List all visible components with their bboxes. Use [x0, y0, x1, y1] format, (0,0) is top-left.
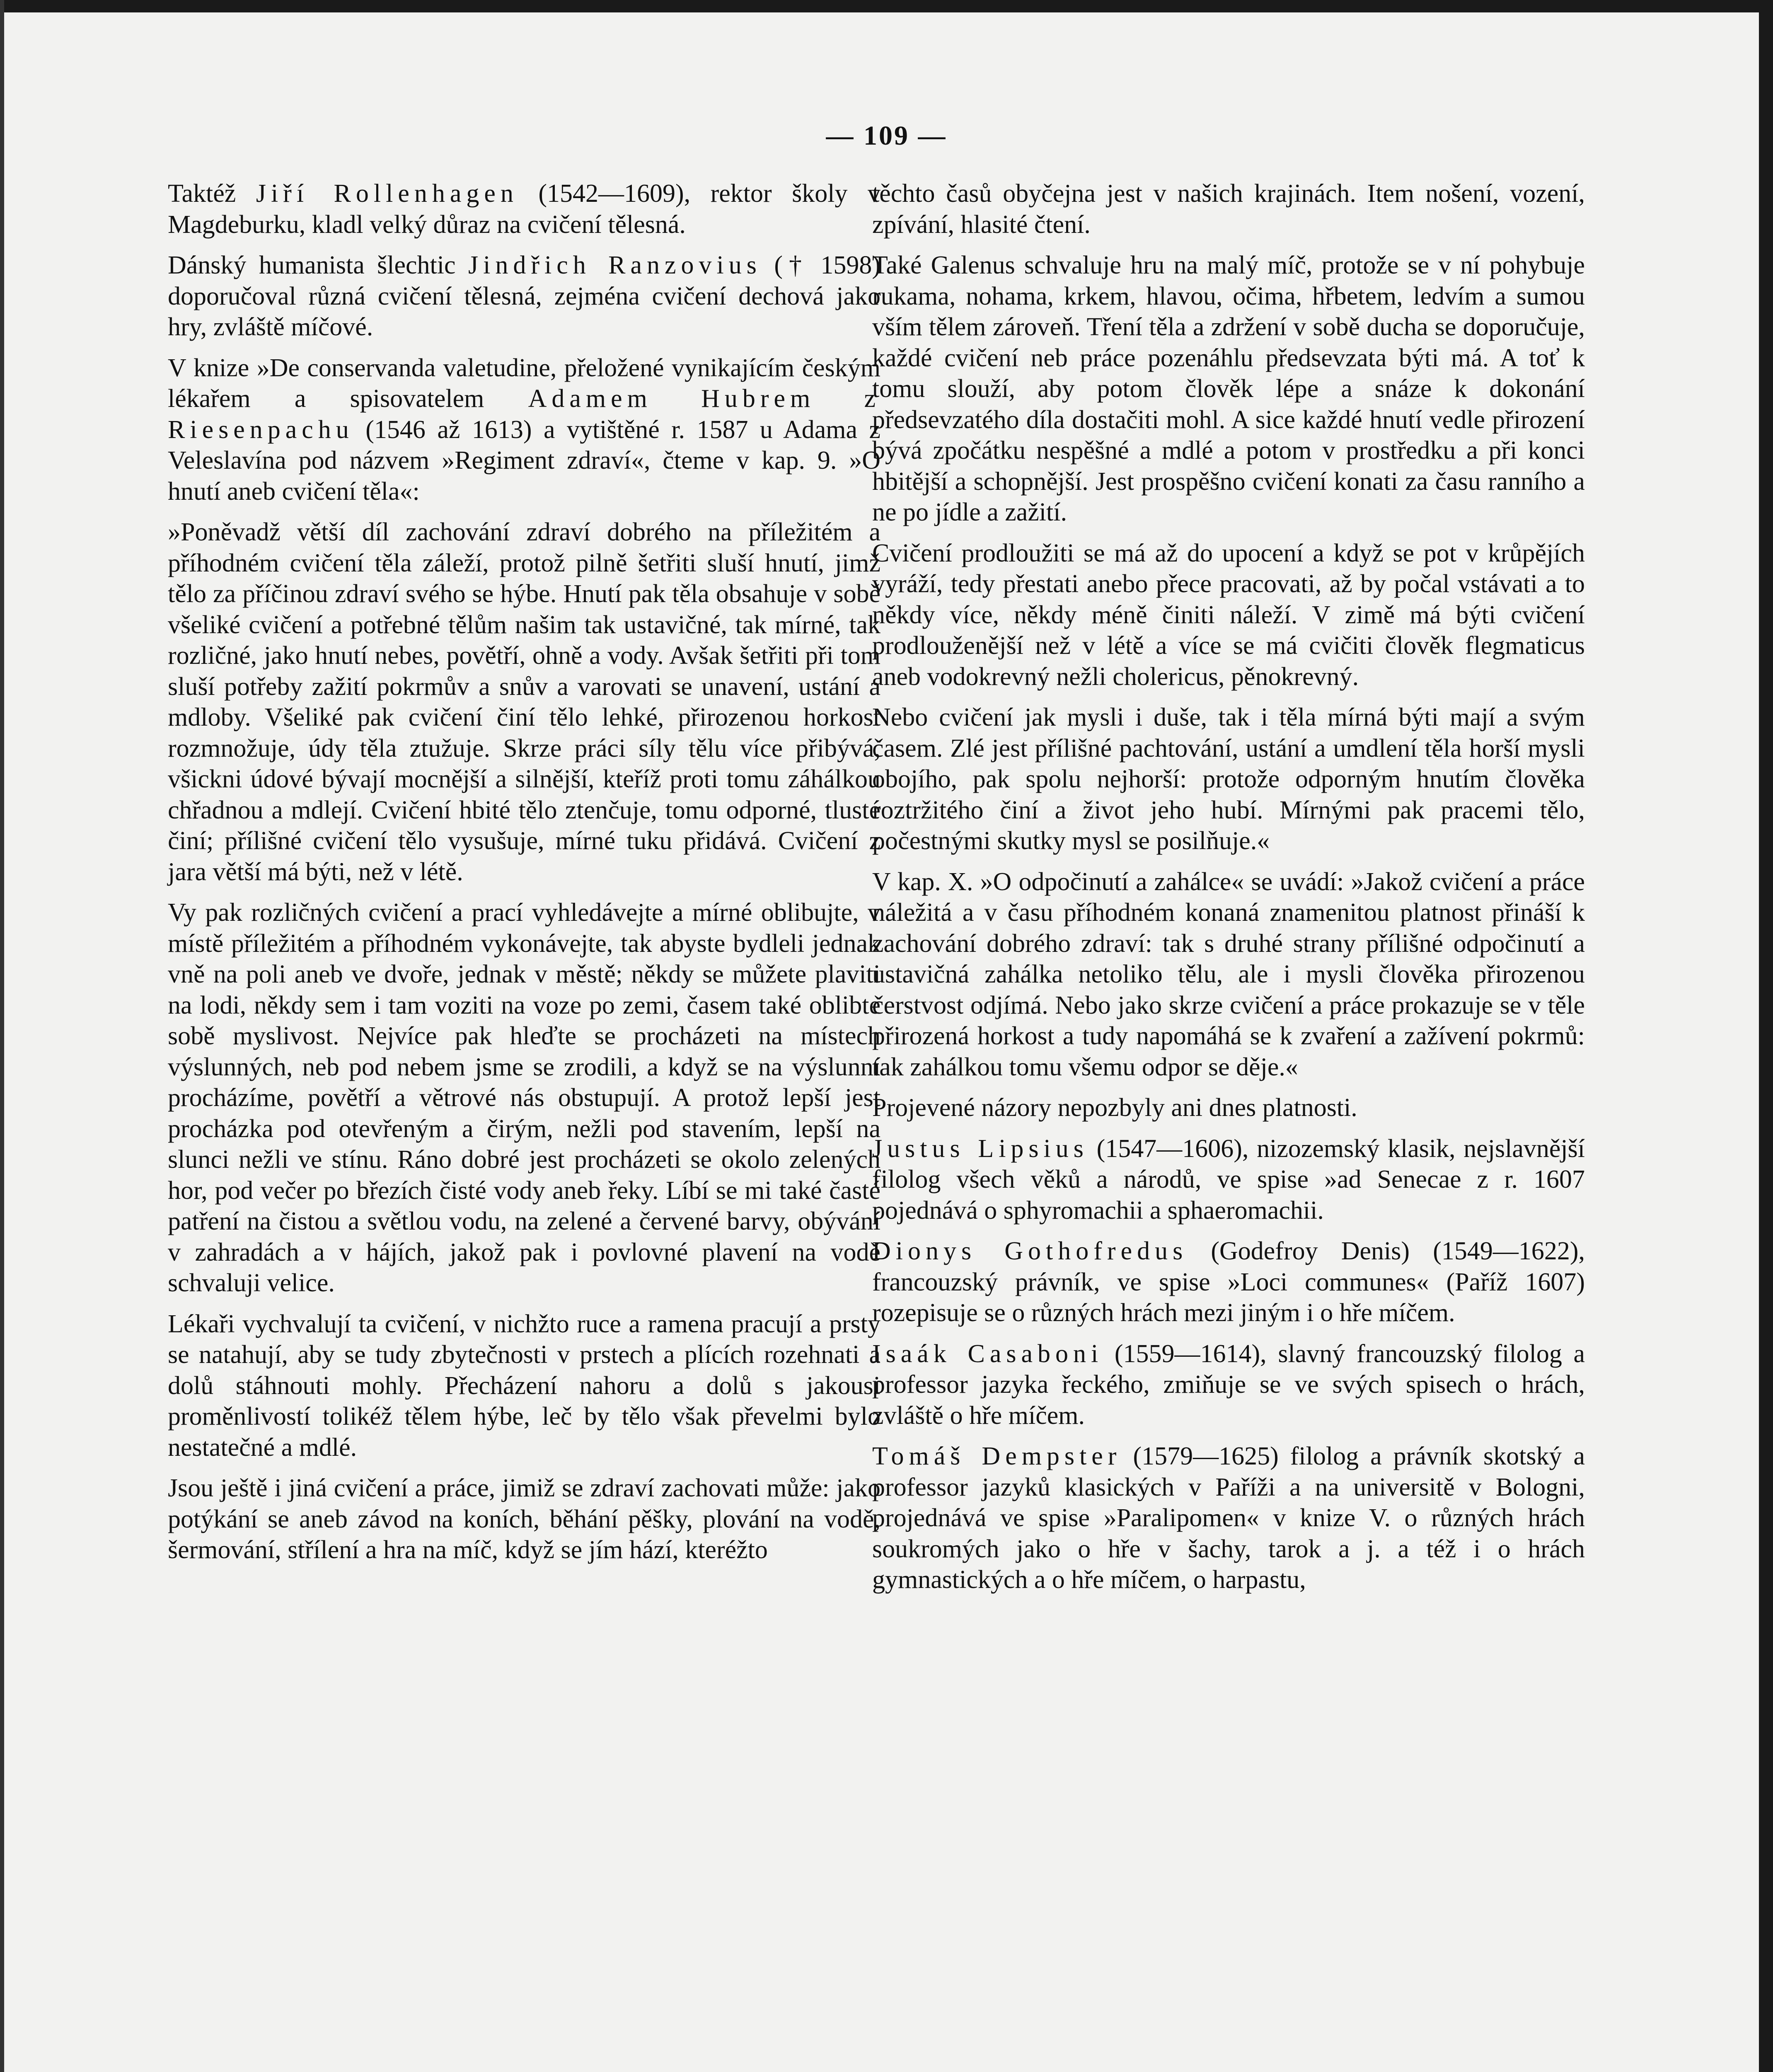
quote-paragraph: Lékaři vychvalují ta cvičení, v nichžto ruce a ramena pracují a prsty se natahují, aby se tudy zbytečnosti v prstech a plících rozehnati a dolů stáhnouti mohly. Přecházení nahoru a dolů s jakousi proměnlivostí tolikéž tělem hýbe, leč by tělo však převelmi bylo nestatečné a mdlé. [168, 1310, 880, 1462]
person-name: Tomáš Dempster [872, 1442, 1122, 1470]
quote-paragraph: »Poněvadž větší díl zachování zdraví dobrého na příležitém a příhodném cvičení těla záleží, protož pilně šetřiti sluší hnutí, jimž tělo za příčinou zdraví svého se hýbe. Hnutí pak těla obsahuje v sobě všeliké cvičení a potřebné tělům našim tak ustavičné, tak mírné, tak rozličné, jako hnutí nebes, povětří, ohně a vody. Avšak šetřiti při tom sluší potřeby zažití pokrmův a snův a varovati se unavení, ustání a mdloby. Všeliké pak cvičení činí tělo lehké, přirozenou horkost rozmnožuje, údy těla ztužuje. Skrze práci síly tělu více přibývá, všickni údové bývají mocnější a silnější, kteříž proti tomu záhálkou chřadnou a mdlejí. Cvičení hbité tělo ztenčuje, tomu odporné, tlusté činí; přílišné cvičení tělo vysušuje, mírné tuku přidává. Cvičení z jara větší má býti, než v létě. [168, 518, 880, 886]
person-name: Adamem Hubrem z Riesenpachu [168, 385, 881, 444]
paragraph: Tomáš Dempster (1579—1625) filolog a právník skotský a professor jazyků klasických v Paříži a na universitě v Bologni, projednává ve spise »Paralipomen« v knize V. o různých hrách soukromých jako o hře v šachy, tarok a j. a též i o hrách gymnastických a o hře míčem, o harpastu, [872, 1442, 1585, 1594]
person-name: Isaák Casaboni [872, 1339, 1103, 1368]
right-column [872, 178, 1585, 1605]
page-number: — 109 — [826, 121, 947, 151]
paragraph: V knize »De conservanda valetudine, přeložené vynikajícím českým lékařem a spisovatelem Adamem Hubrem z Riesenpachu (1546 až 1613) a vytištěné r. 1587 u Adama z Veleslavína pod názvem »Regiment zdraví«, čteme v kap. 9. »O hnutí aneb cvičení těla«: [168, 353, 881, 506]
paragraph: Nebo cvičení jak mysli i duše, tak i těla mírná býti mají a svým časem. Zlé jest přílišné pachtování, ustání a umdlení těla horší mysli obojího, pak spolu nejhorší: protože odporným hnutím člověka roztržitého činí a život jeho hubí. Mírnými pak pracemi tělo, počestnými skutky mysl se posilňuje.« [872, 703, 1585, 855]
paragraph: V kap. X. »O odpočinutí a zahálce« se uvádí: »Jakož cvičení a práce náležitá a v času příhodném konaná znamenitou platnost přináší k zachování dobrého zdraví: tak s druhé strany přílišné odpočinutí a ustavičná zahálka netoliko tělu, ale i mysli člověka přirozenou čerstvost odjímá. Nebo jako skrze cvičení a práce prokazuje se v těle přirozená horkost a tudy napomáhá se k zvaření a zažívení pokrmů: tak zahálkou tomu všemu odpor se děje.« [872, 867, 1585, 1081]
person-name: Dionys Gothofredus [872, 1237, 1188, 1265]
person-name: Jiří Rollenhagen [256, 179, 518, 208]
scan-border-right [1759, 0, 1773, 2072]
paragraph: Projevené názory nepozbyly ani dnes platnosti. [872, 1094, 1357, 1122]
paragraph: Také Galenus schvaluje hru na malý míč, protože se v ní pohybuje rukama, nohama, krkem, hlavou, očima, hřbetem, ledvím a sumou vším tělem zároveň. Tření těla a zdržení v sobě ducha se doporučuje, každé cvičení neb práce pozenáhlu předsevzata býti má. A toť k tomu slouží, aby potom člověk lépe a snáze k dokonání předsevzatého díla dostačiti mohl. A sice každé hnutí vedle přirození bývá zpočátku nespěšné a mdlé a potom v prostředku a při konci hbitější a schopnější. Jest prospěšno cvičení konati za času ranního a ne po jídle a zažití. [872, 251, 1585, 526]
left-column [168, 178, 880, 1576]
person-name: Justus Lipsius [872, 1134, 1088, 1163]
paragraph: Dánský humanista šlechtic Jindřich Ranzovius († 1598) doporučoval různá cvičení tělesná, zejména cvičení dechová jako hry, zvláště míčové. [168, 251, 880, 341]
paragraph: Dionys Gothofredus (Godefroy Denis) (1549—1622), francouzský právník, ve spise »Loci communes« (Paříž 1607) rozepisuje se o různých hrách mezi jiným i o hře míčem. [872, 1237, 1585, 1327]
scan-border-left [0, 0, 4, 2072]
person-name: Jindřich Ranzovius [468, 251, 762, 279]
paragraph: Cvičení prodloužiti se má až do upocení a když se pot v krůpějích vyráží, tedy přestati anebo přece pracovati, až by počal vstávati a to někdy více, někdy méně činiti náleží. V zimě má býti cvičení prodlouženější než v létě a více se má cvičiti člověk flegmaticus aneb vodokrevný nežli cholericus, pěnokrevný. [872, 539, 1585, 691]
paragraph: těchto časů obyčejna jest v našich krajinách. Item nošení, vození, zpívání, hlasité čtení. [872, 179, 1585, 239]
quote-paragraph: Vy pak rozličných cvičení a prací vyhledávejte a mírné oblibujte, v místě příležitém a příhodném vykonávejte, tak abyste bydleli jednak vně na poli aneb ve dvoře, jednak v městě; někdy se můžete plaviti na lodi, někdy sem i tam voziti na voze po zemi, časem také oblibte sobě myslivost. Nejvíce pak hleďte se procházeti na místech výslunných, neb pod nebem jsme se zrodili, a když se na výslunní procházíme, povětří a větrové nás obstupují. A protož lepší jest procházka pod otevřeným a čirým, nežli pod stavením, lepší na slunci nežli ve stínu. Ráno dobré jest procházeti se okolo zelených hor, pod večer po březích čisté vody aneb řeky. Líbí se mi také časté patření na čistou a světlou vodu, na zelené a červené barvy, obývání v zahradách a v hájích, jakož pak i povlovné plavení na vodě schvaluji velice. [168, 898, 880, 1297]
paragraph: Isaák Casaboni (1559—1614), slavný francouzský filolog a professor jazyka řeckého, zmiňuje se ve svých spisech o hrách, zvláště o hře míčem. [872, 1339, 1585, 1430]
scan-border-top [0, 0, 1773, 12]
paragraph: Taktéž Jiří Rollenhagen (1542—1609), rektor školy v Magdeburku, kladl velký důraz na cvičení tělesná. [168, 179, 881, 239]
quote-paragraph: Jsou ještě i jiná cvičení a práce, jimiž se zdraví zachovati může: jako potýkání se aneb závod na koních, běhání pěšky, plování na vodě, šermování, střílení a hra na míč, když se jím hází, kteréžto [168, 1474, 880, 1564]
paragraph: Justus Lipsius (1547—1606), nizozemský klasik, nejslavnější filolog všech věků a národů, ve spise »ad Senecae z r. 1607 pojednává o sphyromachii a sphaeromachii. [872, 1134, 1585, 1225]
